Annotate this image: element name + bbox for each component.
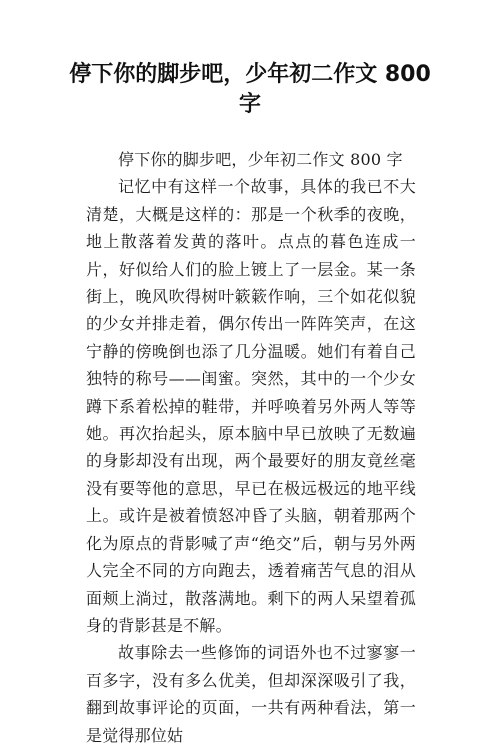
paragraph: 停下你的脚步吧，少年初二作文 800 字 [118, 150, 403, 169]
document-body [86, 146, 416, 749]
document-title: 停下你的脚步吧，少年初二作文 800 字 [69, 62, 431, 117]
paragraph: 记忆中有这样一个故事，具体的我已不大清楚，大概是这样的：那是一个秋季的夜晚，地上散落着发黄的落叶。点点的暮色连成一片，好似给人们的脸上镀上了一层金。某一条街上，晚风吹得树叶簌簌作响，三个如花似貌的少女并排走着，偶尔传出一阵阵笑声，在这宁静的傍晚倒也添了几分温暖。她们有着自己独特的称号——闺蜜。突然，其中的一个少女蹲下系着松掉的鞋带，并呼唤着另外两人等等她。再次抬起头，原本脑中早已放映了无数遍的身影却没有出现，两个最要好的朋友竟丝毫没有要等他的意思，早已在极远极远的地平线上。或许是被着愤怒冲昏了头脑，朝着那两个化为原点的背影喊了声“绝交”后，朝与另外两人完全不同的方向跑去，透着痛苦气息的泪从面颊上淌过，散落满地。剩下的两人呆望着孤身的背影甚是不解。 [86, 177, 416, 635]
paragraph: 故事除去一些修饰的词语外也不过寥寥一百多字，没有多么优美，但却深深吸引了我，翻到故事评论的页面，一共有两种看法，第一是觉得那位姑 [86, 643, 416, 745]
